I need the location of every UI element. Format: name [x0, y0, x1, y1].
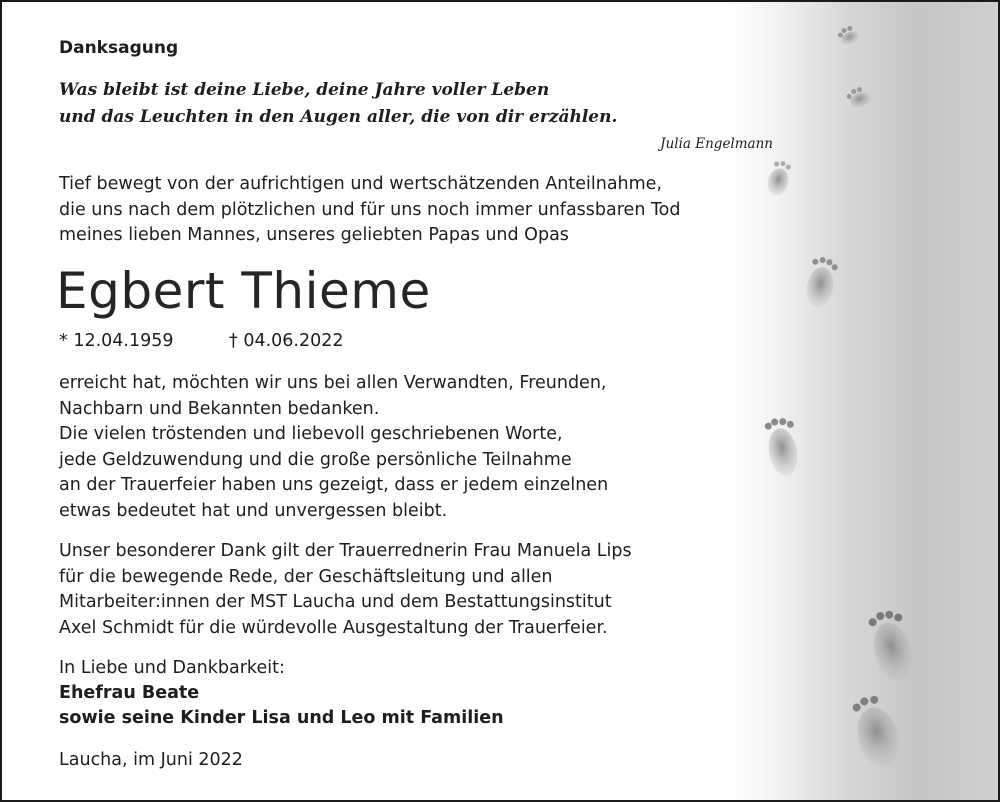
- signatory-spouse: Ehefrau Beate: [59, 683, 200, 703]
- footprint-1: [836, 24, 860, 47]
- footprint-7: [848, 691, 905, 771]
- footprints-icon: [728, 2, 998, 800]
- closing-block: [59, 656, 504, 731]
- thanks-line-2: Nachbarn und Bekannten bedanken.: [59, 398, 380, 419]
- thanks-line-3: Die vielen tröstenden und liebevoll geschriebenen Worte,: [59, 424, 563, 444]
- memorial-quote: [59, 77, 617, 131]
- special-thanks-paragraph: [59, 539, 632, 641]
- intro-line-3: meines lieben Mannes, unseres geliebten Papas und Opas: [59, 225, 569, 245]
- thanks-line-6: etwas bedeutet hat und unvergessen bleibt.: [59, 500, 448, 521]
- quote-line-1: Was bleibt ist deine Liebe, deine Jahre voller Leben: [59, 80, 550, 100]
- thanks-line-1: erreicht hat, möchten wir uns bei allen Verwandten, Freunden,: [59, 373, 607, 393]
- thanks-line-4: jede Geldzuwendung und die große persönliche Teilnahme: [59, 449, 572, 470]
- closing-greeting: In Liebe und Dankbarkeit:: [59, 658, 285, 678]
- footprint-2: [845, 85, 872, 111]
- special-thanks-line-3: Mitarbeiter:innen der MST Laucha und dem Bestattungsinstitut: [59, 592, 612, 612]
- deceased-name: Egbert Thieme: [56, 262, 431, 320]
- birth-date: * 12.04.1959: [59, 331, 174, 351]
- special-thanks-line-4: Axel Schmidt für die würdevolle Ausgestaltung der Trauerfeier.: [59, 617, 608, 638]
- special-thanks-line-1: Unser besonderer Dank gilt der Trauerrednerin Frau Manuela Lips: [59, 541, 632, 561]
- special-thanks-line-2: für die bewegende Rede, der Geschäftsleitung und allen: [59, 566, 553, 587]
- place-and-date: Laucha, im Juni 2022: [59, 750, 243, 770]
- quote-line-2: und das Leuchten in den Augen aller, die von dir erzählen.: [59, 107, 618, 127]
- footprint-5: [763, 415, 802, 478]
- signatory-children: sowie seine Kinder Lisa und Leo mit Familien: [59, 708, 504, 728]
- intro-line-1: Tief bewegt von der aufrichtigen und wertschätzenden Anteilnahme,: [59, 174, 663, 194]
- intro-paragraph: [59, 172, 681, 249]
- snow-footprints-image: [728, 2, 998, 800]
- notice-heading: Danksagung: [59, 38, 179, 58]
- death-date: † 04.06.2022: [229, 331, 344, 351]
- thanks-line-5: an der Trauerfeier haben uns gezeigt, dass er jedem einzelnen: [59, 475, 609, 495]
- footprint-6: [865, 607, 918, 686]
- quote-author: Julia Engelmann: [660, 136, 773, 152]
- intro-line-2: die uns nach dem plötzlichen und für uns noch immer unfassbaren Tod: [59, 199, 681, 220]
- thanks-paragraph: [59, 371, 608, 524]
- footprint-3: [765, 159, 794, 198]
- footprint-4: [804, 255, 839, 309]
